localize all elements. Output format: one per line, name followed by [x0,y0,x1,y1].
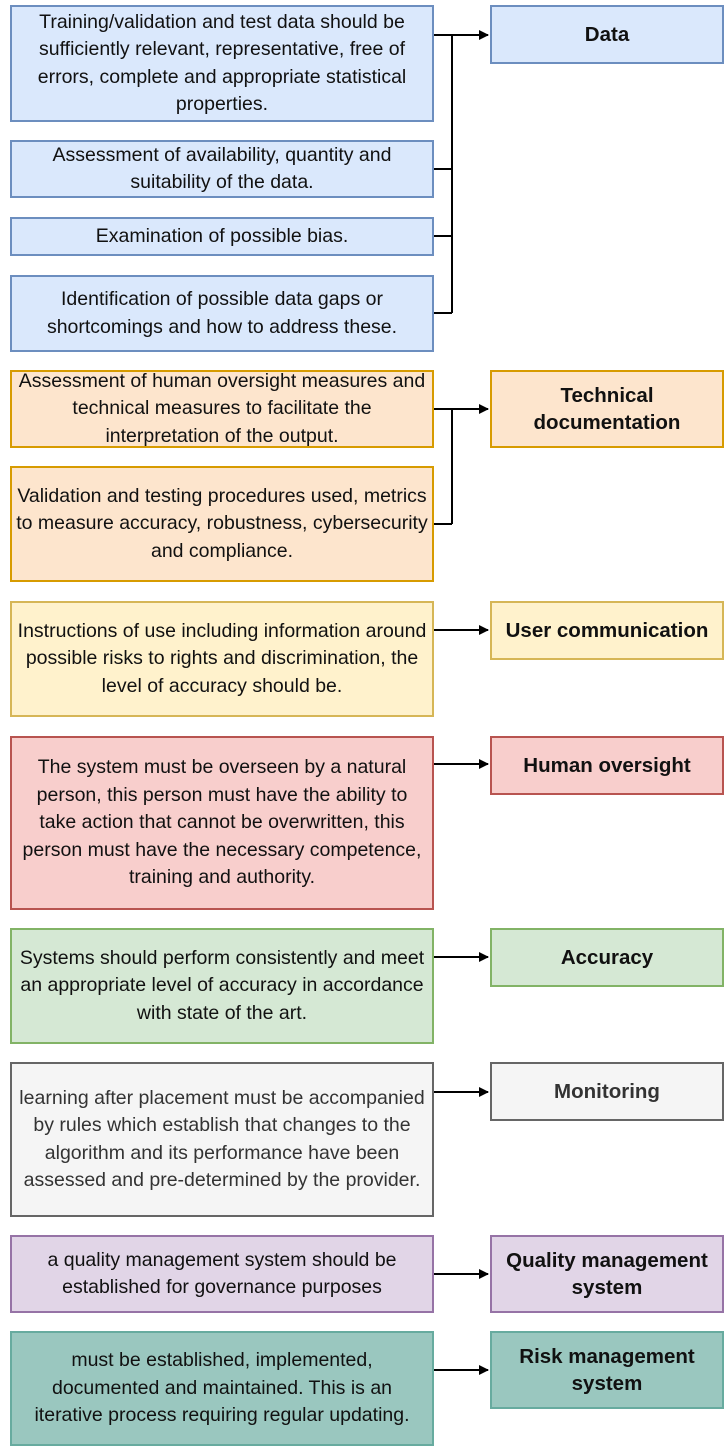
category-accuracy: Accuracy [490,928,724,987]
usercomm-item-instructions: Instructions of use including information around possible risks to rights and discrimination, the level of accuracy should be. [10,601,434,717]
monitoring-item-learning-after-placement: learning after placement must be accompanied by rules which establish that changes to the algorithm and its performance have been assessed and pre-determined by the provider. [10,1062,434,1217]
data-item-data-gaps: Identification of possible data gaps or shortcomings and how to address these. [10,275,434,352]
accuracy-item-consistency: Systems should perform consistently and meet an appropriate level of accuracy in accordance with state of the art. [10,928,434,1044]
category-human-oversight: Human oversight [490,736,724,795]
rms-item-iterative-process: must be established, implemented, documented and maintained. This is an iterative process requiring regular updating. [10,1331,434,1446]
humanoversight-item-natural-person: The system must be overseen by a natural person, this person must have the ability to take action that cannot be overwritten, this person must have the necessary competence, training and authority. [10,736,434,910]
category-data: Data [490,5,724,64]
category-technical-documentation: Technical documentation [490,370,724,448]
category-user-communication: User communication [490,601,724,660]
data-item-availability: Assessment of availability, quantity and suitability of the data. [10,140,434,198]
data-item-bias: Examination of possible bias. [10,217,434,256]
techdoc-item-validation-testing: Validation and testing procedures used, metrics to measure accuracy, robustness, cybersecurity and compliance. [10,466,434,582]
category-risk-management-system: Risk management system [490,1331,724,1409]
category-monitoring: Monitoring [490,1062,724,1121]
techdoc-item-human-oversight-measures: Assessment of human oversight measures and technical measures to facilitate the interpretation of the output. [10,370,434,448]
data-item-training-validation: Training/validation and test data should be sufficiently relevant, representative, free of errors, complete and appropriate statistical properties. [10,5,434,122]
qms-item-governance: a quality management system should be established for governance purposes [10,1235,434,1313]
category-quality-management-system: Quality management system [490,1235,724,1313]
